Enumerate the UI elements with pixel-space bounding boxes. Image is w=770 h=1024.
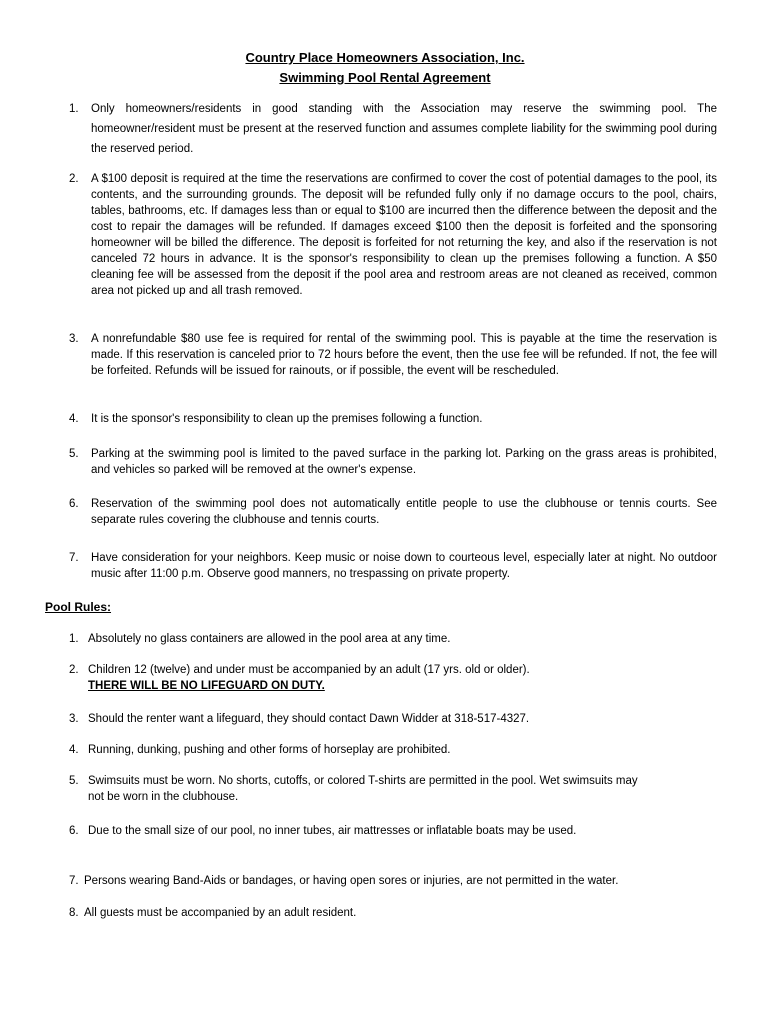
item-number: 1.	[69, 103, 79, 115]
rule-number: 7.	[69, 875, 79, 887]
item-text: It is the sponsor's responsibility to clean up the premises following a function.	[91, 413, 483, 425]
item-number: 4.	[69, 413, 79, 425]
lifeguard-warning: THERE WILL BE NO LIFEGUARD ON DUTY.	[88, 680, 325, 692]
rule-text: Absolutely no glass containers are allowed in the pool area at any time.	[88, 633, 451, 645]
rule-text: Persons wearing Band-Aids or bandages, or having open sores or injuries, are not permitted in the water.	[84, 875, 619, 887]
rule-number: 2.	[69, 664, 79, 676]
rule-number: 5.	[69, 775, 79, 787]
item-text: Have consideration for your neighbors. Keep music or noise down to courteous level, especially later at night. No outdoor music after 11:00 p.m. Observe good manners, no trespassing on private property.	[91, 552, 717, 580]
rule-number: 8.	[69, 907, 79, 919]
rule-text-block	[88, 662, 728, 694]
item-text: A nonrefundable $80 use fee is required for rental of the swimming pool. This is payable at the time the reservation is made. If this reservation is canceled prior to 72 hours before the event, then the use fee will be refunded. If not, the fee will be forfeited. Refunds will be issued for rainouts, or if possible, the event will be rescheduled.	[91, 333, 717, 377]
rule-number: 6.	[69, 825, 79, 837]
organization-title: Country Place Homeowners Association, Inc.	[245, 50, 525, 65]
rule-number: 4.	[69, 744, 79, 756]
rule-text: Swimsuits must be worn. No shorts, cutoffs, or colored T-shirts are permitted in the pool. Wet swimsuits may not be worn in the clubhouse.	[88, 775, 638, 803]
rule-text: Running, dunking, pushing and other forms of horseplay are prohibited.	[88, 744, 451, 756]
item-text: A $100 deposit is required at the time the reservations are confirmed to cover the cost of potential damages to the pool, its contents, and the surrounding grounds. The deposit will be refunded fully only if no damage occurs to the pool, chairs, tables, bathrooms, etc. If damages less than or equal to $100 are incurred then the difference between the deposit and the cost to repair the damages will be refunded. If damages exceed $100 then the deposit is forfeited and the sponsoring homeowner will be billed the difference. The deposit is forfeited for not returning the key, and also if the reservation is not canceled 72 hours in advance. It is the sponsor's responsibility to clean up the premises following a function. A $50 cleaning fee will be assessed from the deposit if the pool area and restroom areas are not cleaned as received, common area not picked up and all trash removed.	[91, 173, 717, 297]
rule-text: All guests must be accompanied by an adult resident.	[84, 907, 357, 919]
item-number: 7.	[69, 552, 79, 564]
item-number: 2.	[69, 173, 79, 185]
rule-text: Should the renter want a lifeguard, they should contact Dawn Widder at 318-517-4327.	[88, 713, 530, 725]
rule-text: Children 12 (twelve) and under must be accompanied by an adult (17 yrs. old or older).	[88, 664, 530, 676]
pool-rules-heading: Pool Rules:	[45, 600, 112, 614]
rule-number: 1.	[69, 633, 79, 645]
document-title: Swimming Pool Rental Agreement	[279, 70, 491, 85]
item-text: Only homeowners/residents in good standing with the Association may reserve the swimming pool. The homeowner/resident must be present at the reserved function and assumes complete liability for the swimming pool during the reserved period.	[91, 103, 717, 155]
rule-number: 3.	[69, 713, 79, 725]
rule-text: Due to the small size of our pool, no inner tubes, air mattresses or inflatable boats may be used.	[88, 825, 577, 837]
item-text: Reservation of the swimming pool does not automatically entitle people to use the clubhouse or tennis courts. See separate rules covering the clubhouse and tennis courts.	[91, 498, 717, 526]
item-text: Parking at the swimming pool is limited to the paved surface in the parking lot. Parking on the grass areas is prohibited, and vehicles so parked will be removed at the owner's expense.	[91, 448, 717, 476]
item-number: 3.	[69, 333, 79, 345]
item-number: 5.	[69, 448, 79, 460]
item-number: 6.	[69, 498, 79, 510]
